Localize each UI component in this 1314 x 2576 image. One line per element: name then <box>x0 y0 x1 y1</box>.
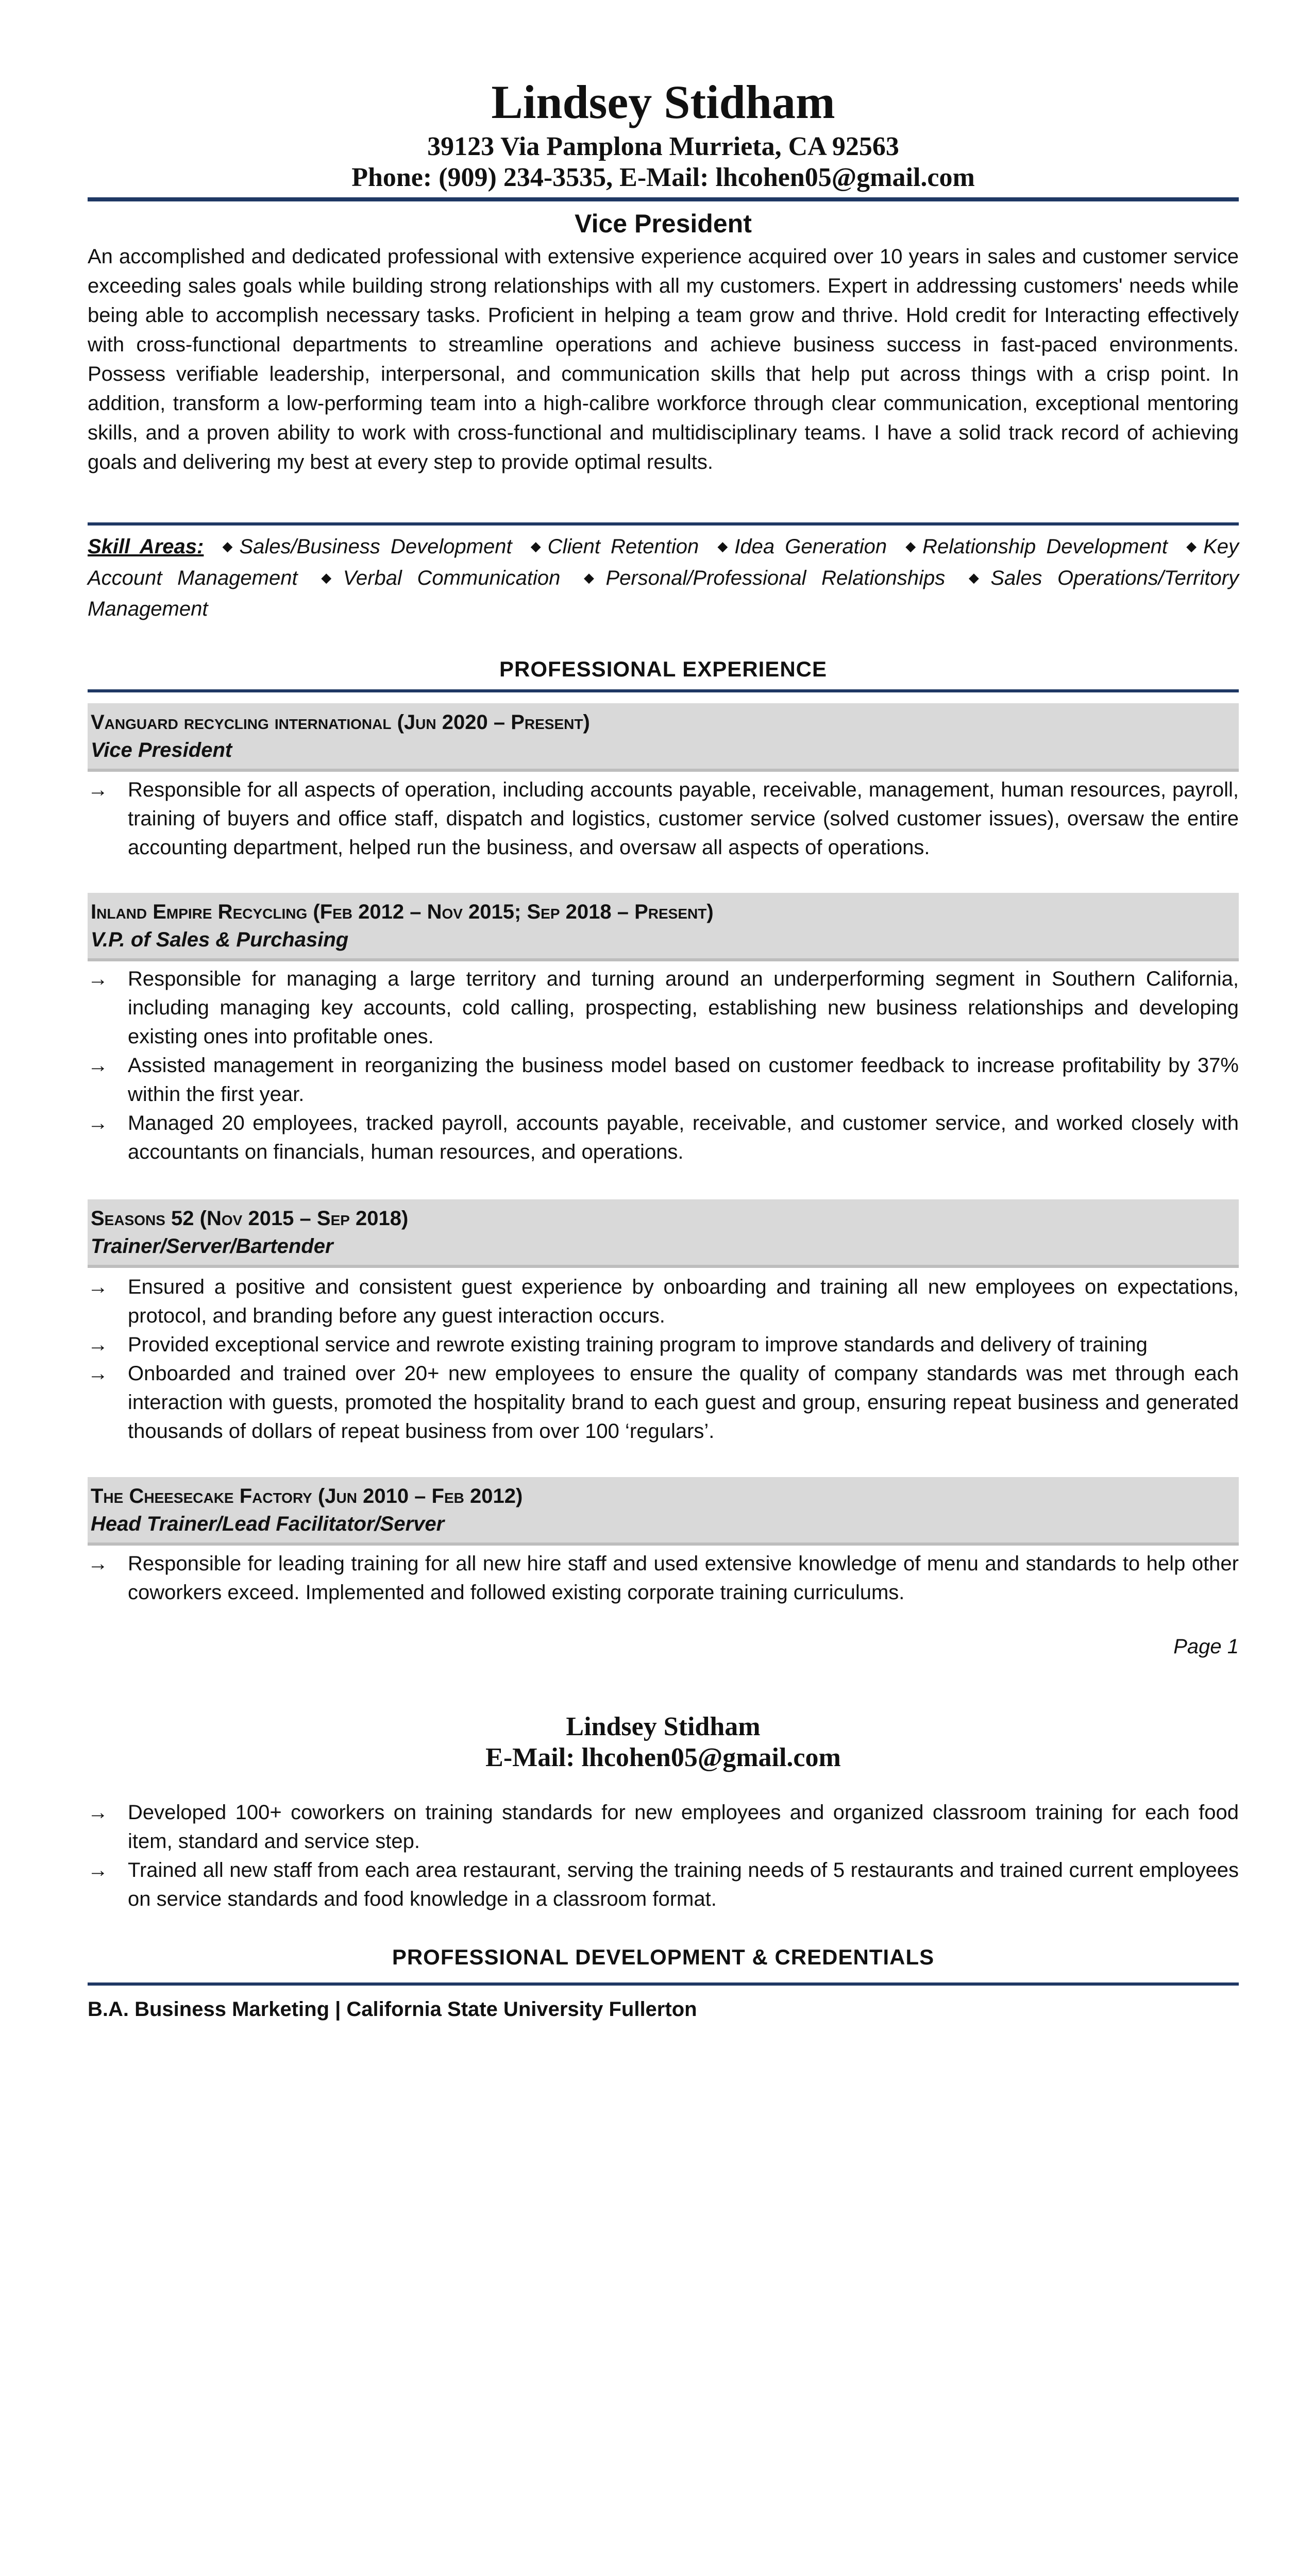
candidate-address: 39123 Via Pamplona Murrieta, CA 92563 <box>427 132 899 161</box>
job-bullets <box>88 964 1239 1166</box>
page2-candidate-email: E-Mail: lhcohen05@gmail.com <box>485 1743 841 1772</box>
diamond-icon: ◆ <box>222 538 238 554</box>
credentials-divider <box>88 1982 1239 1986</box>
experience-divider <box>88 689 1239 692</box>
skill-item: Key Account Management <box>88 535 1239 589</box>
continued-job-bullets <box>88 1798 1239 1913</box>
diamond-icon: ◆ <box>530 538 546 554</box>
diamond-icon: ◆ <box>905 538 921 554</box>
skill-item: Relationship Development <box>922 535 1168 558</box>
professional-summary: An accomplished and dedicated professional with extensive experience acquired over 10 years in sales and customer service exceeding sales goals while building strong relationships with all my customers. Expert in addressing customers' needs while being able to accomplish necessary tasks. Proficient in helping a team grow and thrive. Hold credit for Interacting effectively with cross-functional departments to streamline operations and achieve business success in fast-paced environments. Possess verifiable leadership, interpersonal, and communication skills that help put across things with a crisp point. In addition, transform a low-performing team into a high-calibre workforce through clear communication, exceptional mentoring skills, and a proven ability to work with cross-functional and multidisciplinary teams. I have a solid track record of achieving goals and delivering my best at every step to provide optimal results. <box>88 245 1239 473</box>
job-company: Seasons 52 <box>91 1207 194 1230</box>
list-item: → Responsible for all aspects of operation, including accounts payable, receivable, management, human resources, payroll, training of buyers and office staff, dispatch and logistics, customer service (solved customer issues), oversaw the entire accounting department, helped run the business, and oversaw all aspects of operations. <box>88 775 1239 862</box>
right-arrow-icon: → <box>88 1362 108 1385</box>
right-arrow-icon: → <box>88 1276 108 1298</box>
skill-item: Sales/Business Development <box>239 535 512 558</box>
diamond-icon: ◆ <box>1186 538 1202 554</box>
job-company-line <box>91 1205 1236 1232</box>
diamond-icon: ◆ <box>583 570 604 585</box>
skill-item: Verbal Communication <box>343 567 561 589</box>
candidate-name: Lindsey Stidham <box>491 76 835 128</box>
candidate-contact: Phone: (909) 234-3535, E-Mail: lhcohen05@gmail.com <box>351 163 975 192</box>
job-dates: (Jun 2020 – Present) <box>397 711 590 734</box>
right-arrow-icon: → <box>88 1859 108 1882</box>
right-arrow-icon: → <box>88 1333 108 1356</box>
list-item: → Responsible for managing a large territory and turning around an underperforming segment in Southern California, including managing key accounts, cold calling, prospecting, establishing new business relationships and developing existing ones into profitable ones. <box>88 964 1239 1051</box>
list-item: → Responsible for leading training for all new hire staff and used extensive knowledge of menu and standards to help other coworkers exceed. Implemented and followed existing corporate training curriculums. <box>88 1549 1239 1607</box>
job-company-line <box>91 708 1236 736</box>
list-item: → Onboarded and trained over 20+ new employees to ensure the quality of company standards was met through each interaction with guests, promoted the hospitality brand to each guest and group, ensuring repeat business and generated thousands of dollars of repeat business from over 100 ‘regulars’. <box>88 1359 1239 1446</box>
job-header <box>88 1199 1239 1268</box>
job-header <box>88 703 1239 772</box>
diamond-icon: ◆ <box>968 570 989 585</box>
skill-item: Client Retention <box>547 535 699 558</box>
list-item: → Provided exceptional service and rewrote existing training program to improve standards and delivery of training <box>88 1330 1239 1359</box>
skills-divider <box>88 522 1239 526</box>
right-arrow-icon: → <box>88 778 108 801</box>
job-company-line <box>91 1482 1236 1510</box>
list-item: → Managed 20 employees, tracked payroll, accounts payable, receivable, and customer service, and worked closely with accountants on financials, human resources, and operations. <box>88 1109 1239 1166</box>
job-role: Head Trainer/Lead Facilitator/Server <box>91 1513 445 1535</box>
diamond-icon: ◆ <box>717 538 733 554</box>
job-bullets <box>88 1549 1239 1607</box>
job-role: Vice President <box>91 739 232 761</box>
job-company-line <box>91 898 1236 926</box>
page-number: Page 1 <box>1173 1635 1239 1658</box>
list-item: → Trained all new staff from each area restaurant, serving the training needs of 5 restaurants and trained current employees on service standards and food knowledge in a classroom format. <box>88 1856 1239 1913</box>
skill-areas-label: Skill Areas: <box>88 535 204 558</box>
experience-heading: PROFESSIONAL EXPERIENCE <box>499 657 828 681</box>
list-item: → Assisted management in reorganizing the business model based on customer feedback to increase profitability by 37% within the first year. <box>88 1051 1239 1109</box>
right-arrow-icon: → <box>88 1054 108 1077</box>
right-arrow-icon: → <box>88 1801 108 1824</box>
right-arrow-icon: → <box>88 968 108 990</box>
right-arrow-icon: → <box>88 1552 108 1575</box>
credentials-heading: PROFESSIONAL DEVELOPMENT & CREDENTIALS <box>392 1945 935 1969</box>
degree: B.A. Business Marketing | California State University Fullerton <box>88 1998 697 2021</box>
job-dates: (Jun 2010 – Feb 2012) <box>317 1485 523 1507</box>
job-header <box>88 1477 1239 1546</box>
skill-item: Sales Operations/Territory Management <box>88 567 1239 620</box>
job-role: Trainer/Server/Bartender <box>91 1235 333 1258</box>
job-bullets <box>88 775 1239 862</box>
job-bullets <box>88 1273 1239 1446</box>
job-company: Inland Empire Recycling <box>91 901 308 923</box>
job-company: Vanguard recycling international <box>91 711 392 734</box>
skill-areas <box>88 531 1239 624</box>
right-arrow-icon: → <box>88 1112 108 1134</box>
diamond-icon: ◆ <box>321 570 341 585</box>
job-dates: (Nov 2015 – Sep 2018) <box>199 1207 409 1230</box>
header-divider <box>88 197 1239 201</box>
job-header <box>88 893 1239 961</box>
list-item: → Ensured a positive and consistent guest experience by onboarding and training all new employees on expectations, protocol, and branding before any guest interaction occurs. <box>88 1273 1239 1330</box>
job-company: The Cheesecake Factory <box>91 1485 312 1507</box>
skill-item: Idea Generation <box>734 535 887 558</box>
list-item: → Developed 100+ coworkers on training standards for new employees and organized classroom training for each food item, standard and service step. <box>88 1798 1239 1856</box>
page2-candidate-name: Lindsey Stidham <box>566 1712 761 1741</box>
job-role: V.P. of Sales & Purchasing <box>91 928 349 951</box>
skill-item: Personal/Professional Relationships <box>605 567 946 589</box>
resume-title: Vice President <box>575 209 752 238</box>
job-dates: (Feb 2012 – Nov 2015; Sep 2018 – Present) <box>313 901 714 923</box>
